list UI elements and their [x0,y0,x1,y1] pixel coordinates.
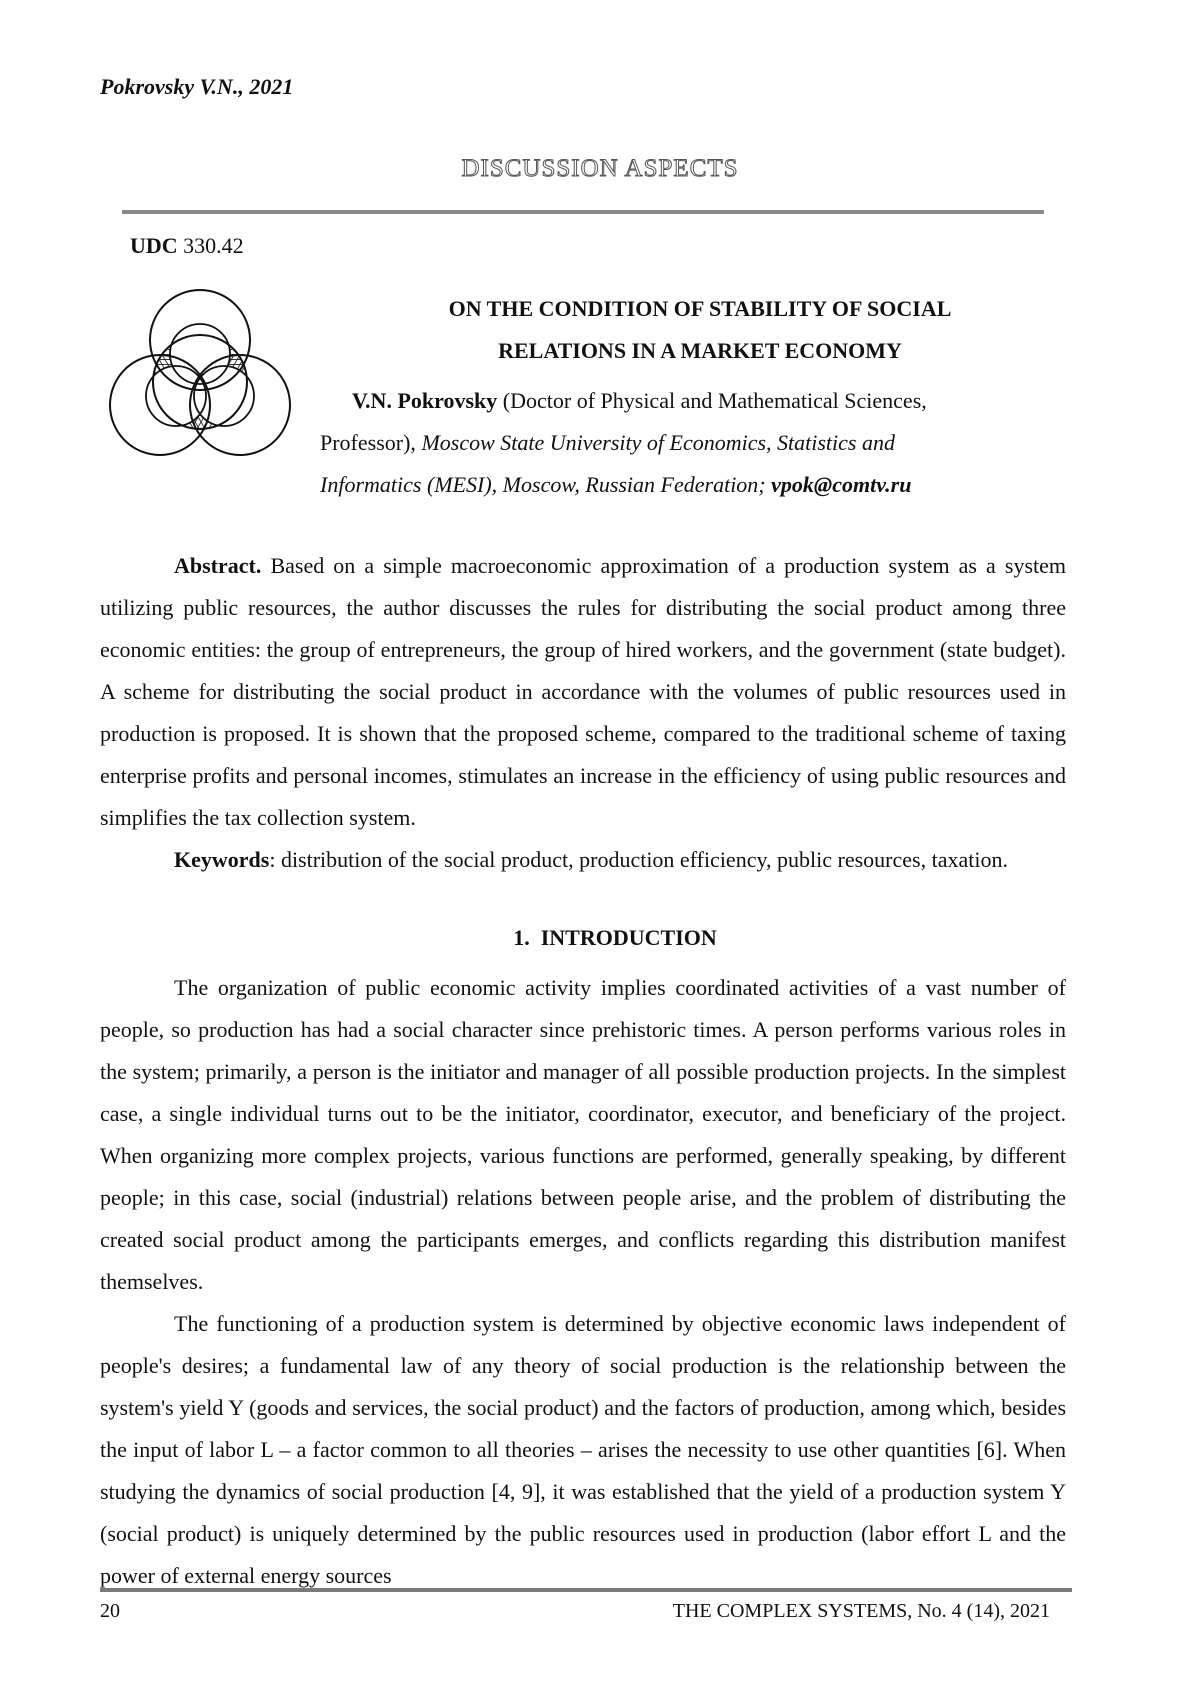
udc-code [130,233,244,259]
udc-label: UDC [130,233,178,258]
introduction-body [100,967,1066,1597]
udc-value: 330.42 [183,233,244,258]
article-title [390,288,1010,372]
abstract-text: Based on a simple macroeconomic approximation of a production system as a system utilizing public resources, the author discusses the rules for distributing the social product among three economic entities: the group of entrepreneurs, the group of hired workers, and the government (state budget). A scheme for distributing the social product in accordance with the volumes of public resources used in production is proposed. It is shown that the proposed scheme, compared to the traditional scheme of taxing enterprise profits and personal incomes, stimulates an increase in the efficiency of using public resources and simplifies the tax collection system. [100,553,1066,830]
author-email[interactable]: vpok@comtv.ru [771,472,912,497]
author-name: V.N. Pokrovsky [352,388,498,413]
title-line-1: ON THE CONDITION OF STABILITY OF SOCIAL [448,296,952,321]
page-number: 20 [100,1600,120,1622]
journal-footer: THE COMPLEX SYSTEMS, No. 4 (14), 2021 [672,1600,1050,1622]
paragraph: The functioning of a production system is determined by objective economic laws independent of people's desires; a fundamental law of any theory of social production is the relationship between the system's yield Y (goods and services, the social product) and the factors of production, among which, besides the input of labor L – a factor common to all theories – arises the necessity to use other quantities [6]. When studying the dynamics of social production [4, 9], it was established that the yield of a production system Y (social product) is uniquely determined by the public resources used in production (labor effort L and the power of external energy sources [100,1311,1066,1588]
title-line-2: RELATIONS IN A MARKET ECONOMY [498,338,902,363]
keywords [100,839,1066,881]
top-divider [122,210,1044,214]
abstract [100,545,1066,839]
author-block [320,380,1000,506]
interlocking-circles-logo-icon [100,282,300,472]
paragraph: The organization of public economic activity implies coordinated activities of a vast number of people, so production has had a social character since prehistoric times. A person performs various roles in the system; primarily, a person is the initiator and manager of all possible production projects. In the simplest case, a single individual turns out to be the initiator, coordinator, executor, and beneficiary of the project. When organizing more complex projects, various functions are performed, generally speaking, by different people; in this case, social (industrial) relations between people arise, and the problem of distributing the created social product among the participants emerges, and conflicts regarding this distribution manifest themselves. [100,975,1066,1294]
section-heading-introduction: 1. INTRODUCTION [513,925,717,950]
abstract-label: Abstract. [174,553,262,578]
author-affiliation: Moscow State University of Economics, Statistics and Informatics (MESI), Moscow, Russian Federation; [320,430,895,497]
keywords-label: Keywords [174,847,270,872]
section-label: DISCUSSION ASPECTS [461,155,739,182]
author-credentials: (Doctor of Physical and Mathematical Sciences, Professor), [320,388,927,455]
bottom-divider [100,1588,1072,1592]
keywords-text: : distribution of the social product, production efficiency, public resources, taxation. [269,847,1008,872]
running-head: Pokrovsky V.N., 2021 [100,74,294,99]
